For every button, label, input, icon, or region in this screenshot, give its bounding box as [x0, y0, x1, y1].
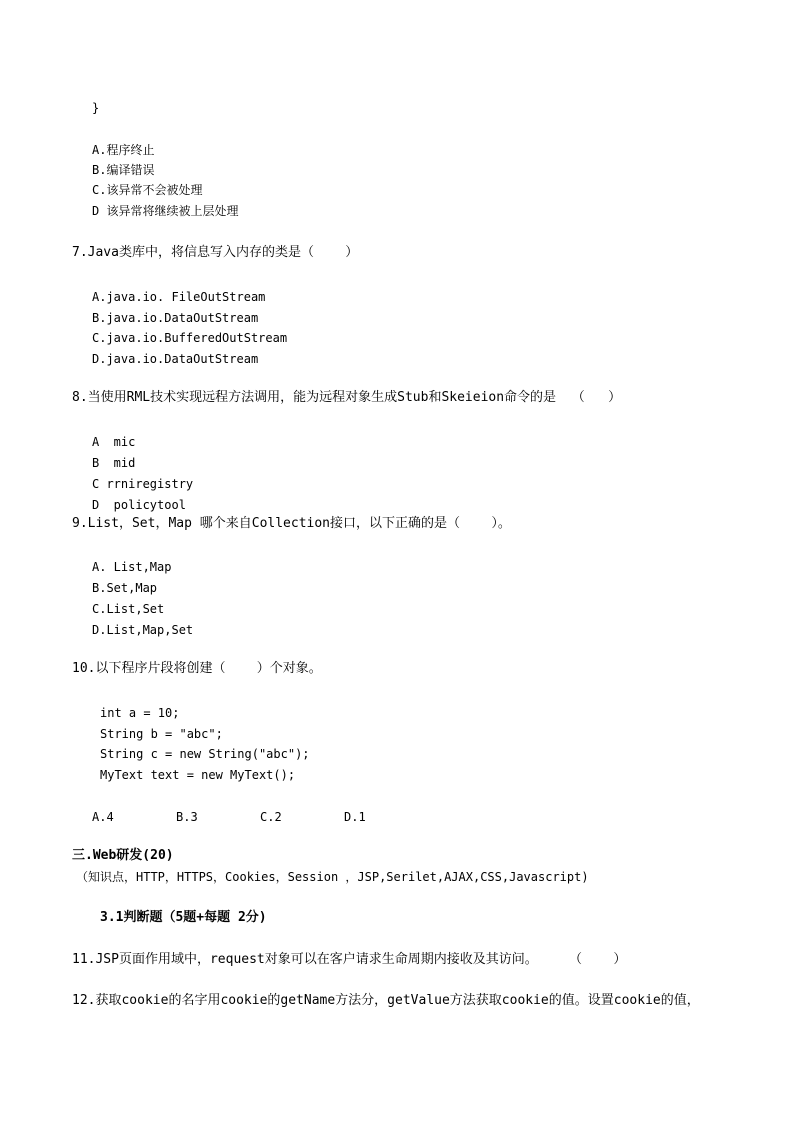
option-a: A mic [92, 435, 136, 449]
option-a: A.程序终止 [92, 143, 155, 157]
question-7-stem: 7.Java类库中，将信息写入内存的类是（ ） [72, 245, 359, 260]
question-9-stem: 9.List，Set，Map 哪个来自Collection接口，以下正确的是（ ）。 [72, 516, 511, 531]
code-line: int a = 10; [100, 706, 180, 720]
option-d: D.java.io.DataOutStream [92, 352, 259, 366]
option-c: C.List,Set [92, 602, 165, 616]
option-c: C rrniregistry [92, 477, 194, 491]
option-b: B.编译错误 [92, 163, 155, 177]
section-title: 三.Web研发(20) [72, 848, 174, 863]
option-d: D.List,Map,Set [92, 623, 194, 637]
code-line: String c = new String("abc"); [100, 747, 310, 761]
code-line: MyText text = new MyText(); [100, 768, 296, 782]
question-8-stem: 8.当使用RML技术实现远程方法调用，能为远程对象生成Stub和Skeieion命令的是 （ ） [72, 390, 622, 405]
question-11-stem: 11.JSP页面作用域中，request对象可以在客户请求生命周期内接收及其访问。 （ ） [72, 952, 627, 967]
option-a: A. List,Map [92, 560, 172, 574]
code-line: String b = "abc"; [100, 727, 223, 741]
option-b: B.3 [176, 810, 198, 824]
section-topics: （知识点，HTTP，HTTPS，Cookies，Session ，JSP,Serilet,AJAX,CSS,Javascript) [76, 870, 589, 884]
option-d: D policytool [92, 498, 186, 512]
closing-brace: } [92, 101, 100, 115]
option-d: D.1 [344, 810, 366, 824]
question-10-stem: 10.以下程序片段将创建（ ）个对象。 [72, 661, 322, 676]
option-a: A.java.io. FileOutStream [92, 290, 266, 304]
option-b: B mid [92, 456, 136, 470]
option-c: C.2 [260, 810, 282, 824]
option-d: D 该异常将继续被上层处理 [92, 204, 239, 218]
option-c: C.java.io.BufferedOutStream [92, 331, 288, 345]
subsection-title: 3.1判断题（5题+每题 2分) [100, 910, 267, 925]
option-c: C.该异常不会被处理 [92, 183, 203, 197]
option-a: A.4 [92, 810, 114, 824]
option-b: B.java.io.DataOutStream [92, 311, 259, 325]
option-b: B.Set,Map [92, 581, 158, 595]
question-12-stem: 12.获取cookie的名字用cookie的getName方法分，getValue方法获取cookie的值。设置cookie的值， [72, 993, 700, 1008]
